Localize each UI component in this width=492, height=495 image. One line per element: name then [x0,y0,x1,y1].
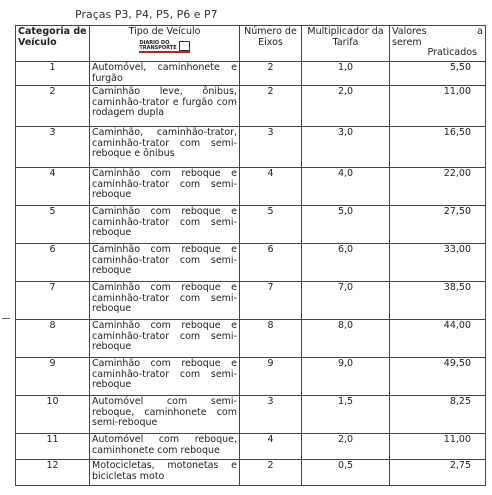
cell-eixos: 4 [240,168,302,206]
cell-eixos: 7 [240,282,302,320]
cell-multiplicador: 9,0 [302,358,390,396]
table-row [16,86,486,127]
toll-rates-table [15,25,486,486]
logo-line-2: TRANSPORTE [139,44,177,51]
cell-categoria: 6 [16,244,90,282]
cell-valor: 33,00 [390,244,486,282]
cell-tipo: Caminhão com reboque e caminhão-trator com semi-reboque [90,168,240,206]
cell-tipo: Automóvel com reboque, caminhonete com reboque [90,434,240,460]
cell-multiplicador: 7,0 [302,282,390,320]
diario-do-transporte-logo [139,41,189,53]
cell-categoria: 9 [16,358,90,396]
cell-tipo: Caminhão com reboque e caminhão-trator com semi-reboque [90,282,240,320]
cell-categoria: 1 [16,62,90,86]
cell-tipo: Automóvel com semi-reboque, caminhonete com semi-reboque [90,396,240,434]
cell-eixos: 8 [240,320,302,358]
cell-eixos: 2 [240,62,302,86]
cell-tipo: Caminhão com reboque e caminhão-trator com semi-reboque [90,358,240,396]
cell-tipo: Caminhão com reboque e caminhão-trator com semi-reboque [90,320,240,358]
cell-valor: 49,50 [390,358,486,396]
cell-valor: 22,00 [390,168,486,206]
cell-multiplicador: 6,0 [302,244,390,282]
table-row [16,282,486,320]
header-valores-serem: serem [392,36,422,48]
cell-categoria: 2 [16,86,90,127]
cell-multiplicador: 1,0 [302,62,390,86]
cell-valor: 16,50 [390,127,486,168]
cell-eixos: 6 [240,244,302,282]
header-tipo-label: Tipo de Veículo [128,26,201,37]
table-row [16,434,486,460]
table-row [16,460,486,486]
cell-valor: 44,00 [390,320,486,358]
table-row [16,62,486,86]
cell-valor: 27,50 [390,206,486,244]
cell-categoria: 3 [16,127,90,168]
header-valores-label: Valores [392,26,427,37]
cell-multiplicador: 3,0 [302,127,390,168]
cell-multiplicador: 8,0 [302,320,390,358]
cell-categoria: 7 [16,282,90,320]
cell-multiplicador: 1,5 [302,396,390,434]
table-row [16,127,486,168]
cell-tipo: Caminhão com reboque e caminhão-trator com semi-reboque [90,206,240,244]
cell-multiplicador: 2,0 [302,86,390,127]
cell-eixos: 4 [240,434,302,460]
logo-line-1: DIARIO DO [139,39,170,46]
cell-valor: 5,50 [390,62,486,86]
cell-eixos: 5 [240,206,302,244]
cell-multiplicador: 4,0 [302,168,390,206]
margin-mark [2,318,10,319]
table-row [16,358,486,396]
header-tipo [90,26,240,62]
cell-eixos: 3 [240,127,302,168]
cell-valor: 2,75 [390,460,486,486]
cell-tipo: Caminhão, caminhão-trator, caminhão-trator com semi-reboque e ônibus [90,127,240,168]
bus-icon [179,41,190,51]
cell-categoria: 12 [16,460,90,486]
header-valores-praticados: Praticados [427,47,477,58]
page-title: Praças P3, P4, P5, P6 e P7 [75,8,218,21]
cell-multiplicador: 5,0 [302,206,390,244]
header-multiplicador: Multiplicador da Tarifa [302,26,390,62]
header-eixos: Número de Eixos [240,26,302,62]
cell-categoria: 10 [16,396,90,434]
cell-multiplicador: 2,0 [302,434,390,460]
table-header-row [16,26,486,62]
cell-eixos: 9 [240,358,302,396]
cell-eixos: 2 [240,460,302,486]
cell-categoria: 8 [16,320,90,358]
header-valores-a: a [477,26,483,37]
cell-valor: 11,00 [390,434,486,460]
cell-tipo: Caminhão com reboque e caminhão-trator com semi-reboque [90,244,240,282]
cell-valor: 11,00 [390,86,486,127]
cell-tipo: Automóvel, caminhonete e furgão [90,62,240,86]
table-row [16,396,486,434]
cell-categoria: 11 [16,434,90,460]
table-row [16,244,486,282]
cell-categoria: 4 [16,168,90,206]
header-valores [390,26,486,62]
cell-tipo: Motocicletas, motonetas e bicicletas moto [90,460,240,486]
cell-tipo: Caminhão leve, ônibus, caminhão-trator e furgão com rodagem dupla [90,86,240,127]
table-row [16,320,486,358]
table-row [16,168,486,206]
cell-eixos: 2 [240,86,302,127]
table-row [16,206,486,244]
cell-valor: 8,25 [390,396,486,434]
cell-multiplicador: 0,5 [302,460,390,486]
cell-categoria: 5 [16,206,90,244]
header-categoria: Categoria de Veículo [16,26,90,62]
cell-eixos: 3 [240,396,302,434]
cell-valor: 38,50 [390,282,486,320]
